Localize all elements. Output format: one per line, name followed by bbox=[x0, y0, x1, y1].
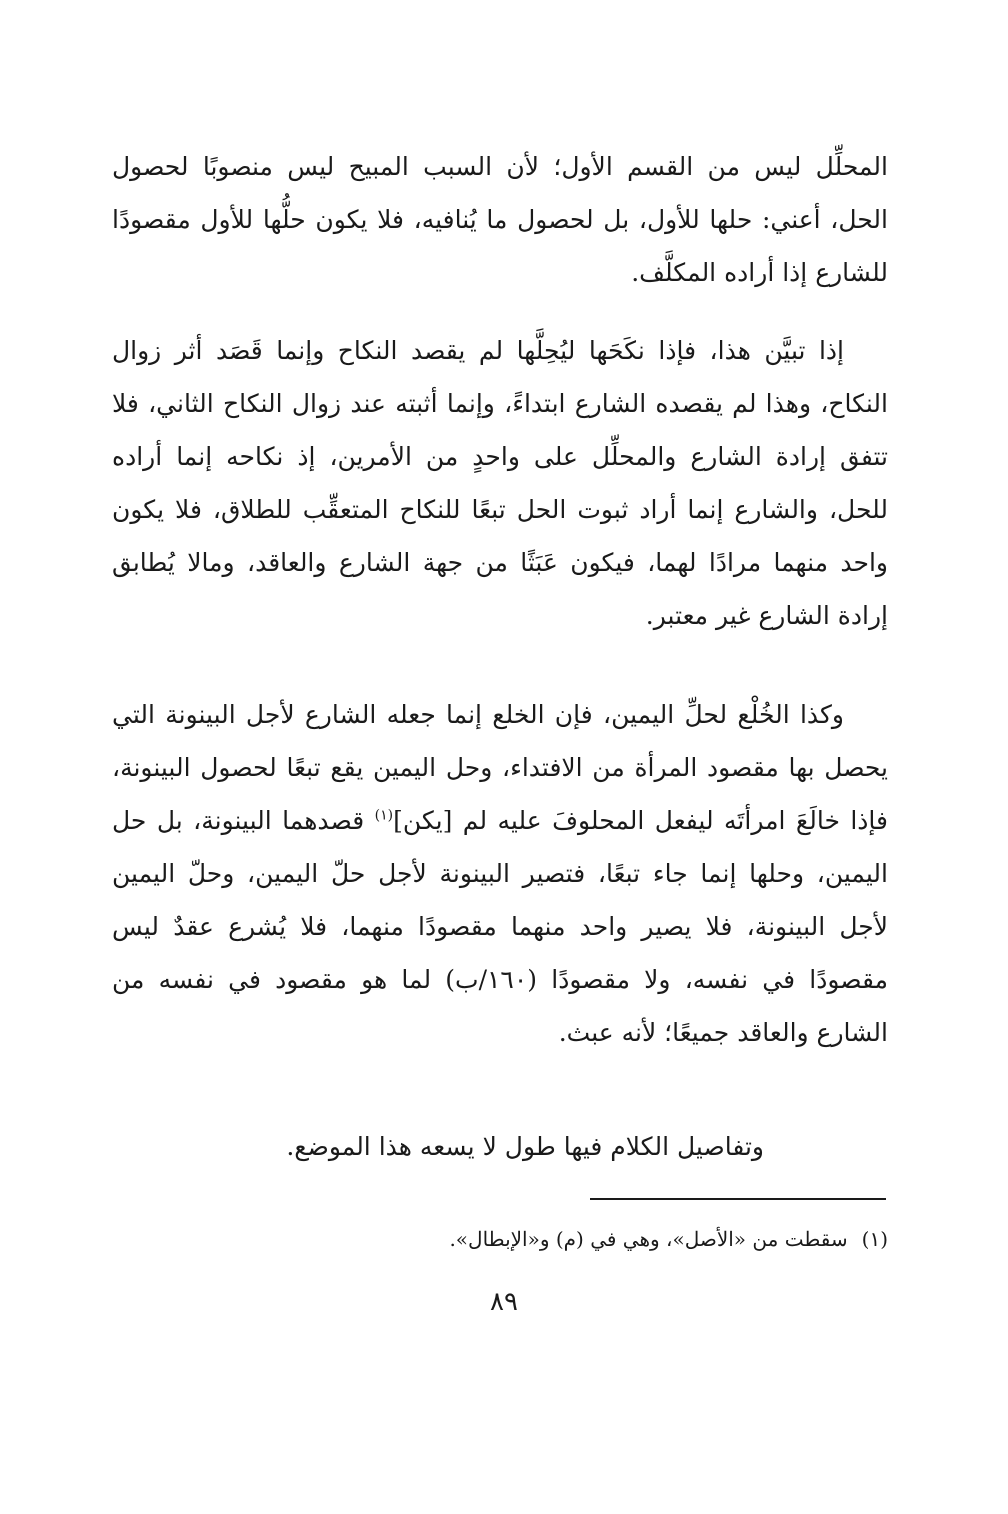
footnote-text: سقطت من «الأصل»، وهي في (م) و«الإبطال». bbox=[449, 1227, 848, 1251]
footnote-divider bbox=[590, 1198, 886, 1200]
paragraph-2 bbox=[112, 324, 888, 642]
footnote-number: (١) bbox=[861, 1227, 888, 1251]
paragraph-3-part-2: قصدهما البينونة، بل حل اليمين، وحلها إنما جاء تبعًا، فتصير البينونة لأجل حلّ اليمين، وحلّ اليمين لأجل البينونة، فلا يصير واحد منهما مقصودًا منهما، فلا يُشرع عقدٌ ليس مقصودًا في نفسه، ولا مقصودًا (١٦٠/ب) لما هو مقصود في نفسه من الشارع والعاقد جميعًا؛ لأنه عبث. bbox=[112, 806, 888, 1047]
paragraph-1 bbox=[112, 140, 888, 299]
paragraph-2-text: إذا تبيَّن هذا، فإذا نكَحَها ليُحِلَّها لم يقصد النكاح وإنما قَصَد أثر زوال النكاح، وهذا لم يقصده الشارع ابتداءً، وإنما أثبته عند زوال النكاح الثاني، فلا تتفق إرادة الشارع والمحلِّل على واحدٍ من الأمرين، إذ نكاحه إنما أراده للحل، والشارع إنما أراد ثبوت الحل تبعًا للنكاح المتعقِّب للطلاق، فلا يكون واحد منهما مرادًا لهما، فيكون عَبَثًا من جهة الشارع والعاقد، ومالا يُطابق إرادة الشارع غير معتبر. bbox=[112, 336, 888, 630]
paragraph-4-text: وتفاصيل الكلام فيها طول لا يسعه هذا الموضع. bbox=[286, 1132, 764, 1161]
paragraph-3-text bbox=[112, 688, 888, 1059]
page-number: ٨٩ bbox=[490, 1287, 518, 1317]
paragraph-4 bbox=[112, 1120, 888, 1173]
paragraph-1-text: المحلِّل ليس من القسم الأول؛ لأن السبب المبيح ليس منصوبًا لحصول الحل، أعني: حلها للأول، بل لحصول ما يُنافيه، فلا يكون حلُّها للأول مقصودًا للشارع إذا أراده المكلَّف. bbox=[112, 152, 888, 287]
paragraph-3 bbox=[112, 688, 888, 1059]
footnote bbox=[112, 1222, 888, 1256]
paragraph-3-part-1: وكذا الخُلْع لحلِّ اليمين، فإن الخلع إنما جعله الشارع لأجل البينونة التي يحصل بها مقصود المرأة من الافتداء، وحل اليمين يقع تبعًا لحصول البينونة، فإذا خالَعَ امرأتَه ليفعل المحلوفَ عليه لم [يكن] bbox=[112, 700, 888, 835]
footnote-reference[interactable]: (١) bbox=[374, 807, 394, 824]
